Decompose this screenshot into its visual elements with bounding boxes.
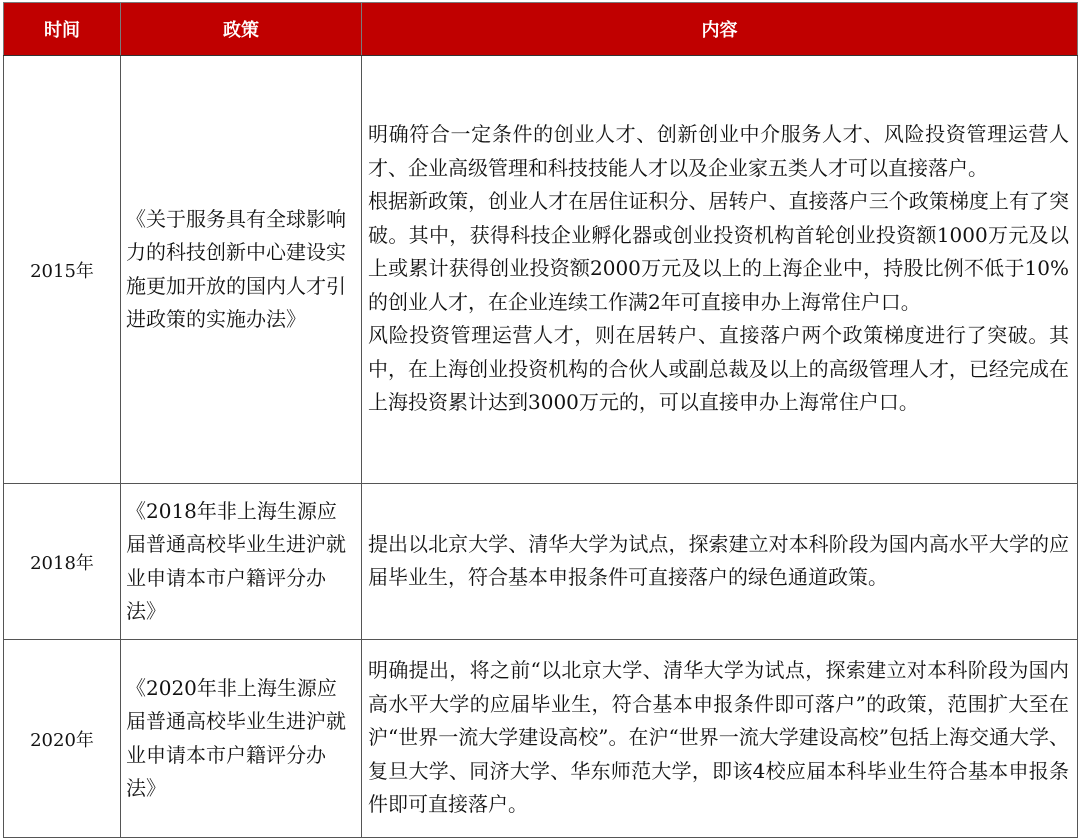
- header-time: 时间: [4, 3, 121, 56]
- policy-table: [3, 2, 1078, 838]
- content-cell: [362, 56, 1078, 484]
- table-row: [4, 484, 1078, 640]
- time-cell: 2015年: [4, 56, 121, 484]
- header-row: [4, 3, 1078, 56]
- content-paragraph: 风险投资管理运营人才，则在居转户、直接落户两个政策梯度进行了突破。其中，在上海创业投资机构的合伙人或副总裁及以上的高级管理人才，已经完成在上海投资累计达到3000万元的，可以直接申办上海常住户口。: [368, 323, 1069, 415]
- header-policy: 政策: [121, 3, 362, 56]
- content-cell: [362, 484, 1078, 640]
- policy-cell: 《2018年非上海生源应届普通高校毕业生进沪就业申请本市户籍评分办法》: [121, 484, 362, 640]
- header-content: 内容: [362, 3, 1078, 56]
- policy-cell: 《关于服务具有全球影响力的科技创新中心建设实施更加开放的国内人才引进政策的实施办法》: [121, 56, 362, 484]
- table-header: [4, 3, 1078, 56]
- time-cell: 2018年: [4, 484, 121, 640]
- content-paragraph: 根据新政策，创业人才在居住证积分、居转户、直接落户三个政策梯度上有了突破。其中，获得科技企业孵化器或创业投资机构首轮创业投资额1000万元及以上或累计获得创业投资额2000万元及以上的上海企业中，持股比例不低于10%的创业人才，在企业连续工作满2年可直接申办上海常住户口。: [368, 189, 1069, 314]
- table-row: [4, 56, 1078, 484]
- content-paragraph: 明确符合一定条件的创业人才、创新创业中介服务人才、风险投资管理运营人才、企业高级管理和科技技能人才以及企业家五类人才可以直接落户。: [368, 122, 1069, 180]
- policy-cell: 《2020年非上海生源应届普通高校毕业生进沪就业申请本市户籍评分办法》: [121, 640, 362, 838]
- content-paragraph: 明确提出，将之前“以北京大学、清华大学为试点，探索建立对本科阶段为国内高水平大学的应届毕业生，符合基本申报条件即可落户”的政策，范围扩大至在沪“世界一流大学建设高校”。在沪“世界一流大学建设高校”包括上海交通大学、复旦大学、同济大学、华东师范大学，即该4校应届本科毕业生符合基本申报条件即可直接落户。: [368, 658, 1069, 817]
- time-cell: 2020年: [4, 640, 121, 838]
- content-paragraph: 提出以北京大学、清华大学为试点，探索建立对本科阶段为国内高水平大学的应届毕业生，符合基本申报条件可直接落户的绿色通道政策。: [368, 531, 1069, 589]
- content-cell: [362, 640, 1078, 838]
- table-row: [4, 640, 1078, 838]
